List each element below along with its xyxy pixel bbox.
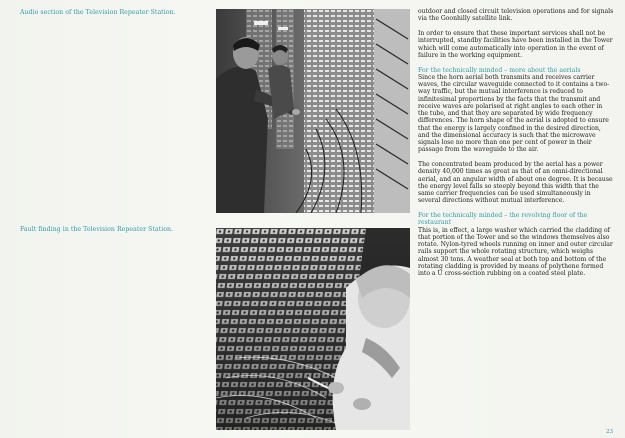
paragraph-revolving-floor: This is, in effect, a large washer which carried the cladding of that portion of the Tower and so the windows themselves also rotate. Nylon-tyred wheels running on inner and outer circular rails support the whole rotating structure, which weighs almost 30 tons. A weather seal at both top and bottom of the rotating cladding is provided by means of polythene formed into a U cross-section rubbing on a coated steel plate. [418, 226, 613, 277]
paragraph-intro: outdoor and closed circuit television operations and for signals via the Goonhilly satellite link. [418, 8, 614, 23]
heading-aerials: For the technically minded – more about the aerials [418, 66, 581, 74]
heading-revolving-floor: For the technically minded – the revolving floor of the restaurant [418, 212, 588, 227]
paragraph-aerials-1: Since the horn aerial both transmits and receives carrier waves, the circular waveguide connected to it contains a two-way traffic, but the mutual interference is reduced to infinitesimal proportions by the facts that the transmit and receive waves are polarised at right angles to each other in the tube, and that they are separated by wide frequency differences. The horn shape of the aerial is adopted to ensure that the energy is largely confined in the desired direction, and the dimensional accuracy is such that the microwave signals lose no more than one per cent of power in their passage from the waveguide to the air. [418, 73, 610, 154]
photo-2-image [216, 228, 410, 430]
caption-audio-section: Audio section of the Television Repeater Station. [20, 9, 176, 16]
paragraph-aerials-2: The concentrated beam produced by the aerial has a power density 40,000 times as great as that of an omni-directional aerial, and an angular width of about one degree. It is because the energy level falls so steeply beyond this width that the same carrier frequencies can be used simultaneously in several directions without mutual interference. [418, 161, 613, 205]
paragraph-standby: In order to ensure that these important services shall not be interrupted, standby facilities have been installed in the Tower which will come automatically into operation in the event of failure in the working equipment. [418, 30, 613, 59]
article-text-column [418, 8, 614, 285]
photo-1-image [216, 9, 410, 213]
caption-fault-finding: Fault finding in the Television Repeater Station. [20, 226, 174, 233]
technicians-at-equipment-racks-photo [216, 9, 410, 213]
page-number: 23 [606, 429, 613, 435]
fault-finding-at-repeater-station-photo [216, 228, 410, 430]
